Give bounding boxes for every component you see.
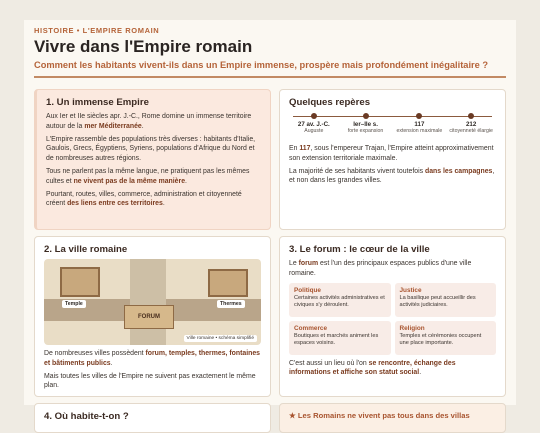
function-title: Justice [399, 286, 422, 294]
paragraph: Aux Ier et IIe siècles apr. J.-C., Rome domine un immense territoire autour de la mer Méditerranée. [46, 113, 252, 130]
timeline-dot [416, 113, 422, 119]
forum-functions-grid [289, 283, 496, 355]
paragraph: Mais toutes les villes de l'Empire ne suivent pas exactement le même plan. [44, 372, 256, 390]
paragraph: En 117, sous l'empereur Trajan, l'Empire atteint approximativement son extension territoriale maximale. [289, 145, 494, 162]
paragraph: Le forum est l'un des principaux espaces publics d'une ville romaine. [289, 260, 472, 277]
card-habitat [34, 403, 271, 433]
city-illustration [44, 259, 261, 345]
forum-block: FORUM [124, 305, 174, 329]
paragraph: L'Empire rassemble des populations très diverses : habitants d'Italie, Gaulois, Grecs, Égyptiens, Syriens, populations d'Afrique du Nord et de nombreuses autres régions. [46, 135, 256, 163]
function-cell [289, 283, 391, 317]
card-immense-empire [34, 89, 271, 230]
timeline-item [338, 112, 394, 134]
function-text: Temples et cérémonies occupent une place importante. [399, 332, 482, 346]
function-title: Religion [399, 324, 425, 332]
timeline [289, 112, 496, 140]
card-title: Quelques repères [289, 97, 371, 108]
timeline-date: 117 [414, 121, 425, 128]
timeline-dot [311, 113, 317, 119]
function-text: La basilique peut accueillir des activités judiciaires. [399, 294, 476, 308]
timeline-label: forte expansion [347, 128, 384, 134]
card-reperes [279, 89, 506, 230]
page-title: Vivre dans l'Empire romain [34, 37, 253, 56]
temple-building [60, 267, 100, 297]
temple-tag: Temple [62, 300, 86, 308]
timeline-label: citoyenneté élargie [449, 128, 493, 134]
page-subtitle: Comment les habitants vivent-ils dans un Empire immense, prospère mais profondément inégalitaire ? [34, 60, 489, 70]
card-title: 3. Le forum : le cœur de la ville [289, 244, 430, 255]
timeline-date: 27 av. J.-C. [297, 121, 330, 128]
card-title: 2. La ville romaine [44, 244, 128, 255]
note-title: ★ Les Romains ne vivent pas tous dans des villas [289, 411, 470, 420]
card-villas-note [279, 403, 506, 433]
function-cell [395, 321, 497, 355]
card-ville-romaine [34, 236, 271, 397]
paragraph: La majorité de ses habitants vivent toutefois dans les campagnes, et non dans les grandes villes. [289, 167, 495, 185]
function-title: Commerce [294, 324, 328, 332]
thermes-building [208, 269, 248, 297]
timeline-label: extension maximale [396, 128, 443, 134]
function-title: Politique [294, 286, 321, 294]
card-forum [279, 236, 506, 397]
road [130, 259, 166, 345]
section-kicker: HISTOIRE • L'EMPIRE ROMAIN [34, 26, 160, 35]
function-text: Boutiques et marchés animent les espaces voisins. [294, 332, 379, 346]
function-cell [395, 283, 497, 317]
function-cell [289, 321, 391, 355]
timeline-item [286, 112, 342, 134]
timeline-item [391, 112, 447, 134]
illustration-caption: Ville romaine • schéma simplifié [184, 335, 257, 342]
timeline-dot [468, 113, 474, 119]
paragraph: Pourtant, routes, villes, commerce, administration et citoyenneté créent des liens entre ces territoires. [46, 190, 242, 208]
card-title: 4. Où habite-t-on ? [44, 411, 129, 422]
timeline-date: Ier–IIe s. [353, 121, 378, 128]
timeline-label: Auguste [304, 128, 324, 134]
header-divider [34, 76, 506, 78]
thermes-tag: Thermes [217, 300, 245, 308]
timeline-date: 212 [465, 121, 477, 128]
function-text: Certaines activités administratives et civiques s'y déroulent. [294, 294, 385, 308]
timeline-item [443, 112, 499, 134]
paragraph: Tous ne parlent pas la même langue, ne pratiquent pas les mêmes cultes et ne vivent pas de la même manière. [46, 167, 250, 185]
document-page [24, 20, 516, 422]
timeline-dot [363, 113, 369, 119]
card-title: 1. Un immense Empire [46, 97, 149, 108]
paragraph: De nombreuses villes possèdent forum, temples, thermes, fontaines et bâtiments publics. [44, 350, 260, 367]
paragraph: C'est aussi un lieu où l'on se rencontre, échange des informations et affiche son statut social. [289, 359, 456, 377]
